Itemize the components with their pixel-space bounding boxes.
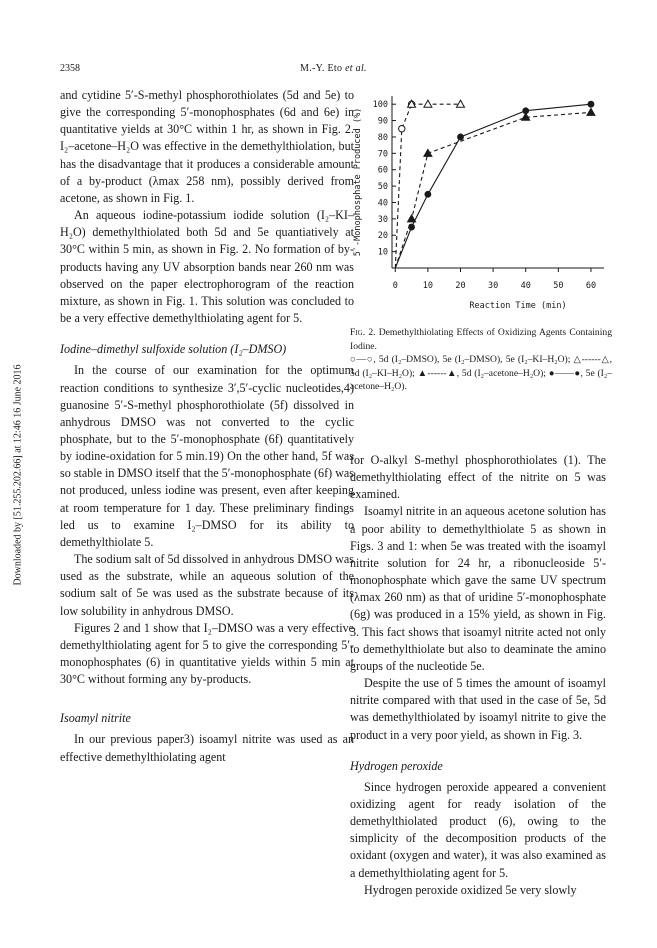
y-tick-label: 20	[377, 231, 388, 242]
data-point-filled-circle	[424, 191, 431, 198]
series-line-2	[395, 112, 591, 268]
running-head-author: M.-Y. Eto	[300, 63, 343, 74]
data-point-filled-circle	[408, 224, 415, 231]
data-point-filled-circle	[588, 101, 595, 108]
figure-title: Demethylthiolating Effects of Oxidizing Agents Containing Iodine.	[350, 327, 612, 352]
paragraph: Despite the use of 5 times the amount of isoamyl nitrite compared with that used in the case of 5e, 5d was demethylthiolated by isoamyl nitrite to give the product in a very poor yield, as shown in Fig. 3.	[350, 676, 606, 742]
x-axis-label: Reaction Time (min)	[469, 301, 567, 311]
paragraph: In our previous paper3) isoamyl nitrite was used as an effective demethylthiolating agent	[60, 732, 354, 764]
x-tick-label: 0	[392, 281, 398, 291]
section-heading: Iodine–dimethyl sulfoxide solution (I₂–DMSO)	[60, 342, 287, 357]
right-column	[350, 452, 606, 899]
x-tick-label: 50	[553, 281, 564, 291]
paragraph: In the course of our examination for the optimum reaction conditions to synthesize 3′,5′-cyclic nucleotides,4) guanosine 5′-S-methyl phosphorothiolate (5f) dissolved in anhydrous DMSO was not converted to the cyclic phosphate, but to the 5′-monophosphate (6f) quantitatively by iodine-oxidation for 5 min.19) On the other hand, 5f was so stable in DMSO itself that the 5′-monophosphate (6f) was not produced, unless iodine was present, even after keeping at room temperature for 1 day. These preliminary findings led us to examine I₂–DMSO for its ability to demethylthiolate 5.	[60, 363, 354, 549]
section-heading: Hydrogen peroxide	[350, 758, 443, 773]
paragraph: Since hydrogen peroxide appeared a convenient oxidizing agent for ready isolation of the demethylthiolated product (6), owing to the simplicity of the decomposition products of the oxidant (oxygen and water), it was also examined as a demethylthiolating agent for 5.	[350, 779, 606, 880]
figure-caption	[350, 326, 612, 394]
data-point-open-triangle	[424, 100, 432, 107]
paragraph: An aqueous iodine-potassium iodide solution (I₂–KI–H₂O) demethylthiolated both 5d and 5e quantiatively at 30°C within 5 min, as shown in Fig. 2. No formation of by-products having any UV absorption bands near 260 nm was observed on the paper electrophorogram of the reaction mixture, as shown in Fig. 1. This solution was concluded to be a very effective demethylthiolating agent for 5.	[60, 208, 354, 326]
x-tick-label: 60	[585, 281, 597, 291]
data-point-open-circle	[399, 126, 405, 132]
paragraph: Hydrogen peroxide oxidized 5e very slowly	[364, 882, 577, 897]
y-axis-label: 5′-Monophosphate Produced (%)	[353, 107, 363, 257]
paragraph: Figures 2 and 1 show that I₂–DMSO was a very effective demethylthiolating agent for 5 to give the corresponding 5′-monophosphates (6) in quantitative yields within 5 min at 30°C without forming any by-products.	[60, 620, 354, 687]
paragraph: The sodium salt of 5d dissolved in anhydrous DMSO was used as the substrate, while an aqueous solution of the sodium salt of 5e was used as the substrate because of its low solubility in anhydrous DMSO.	[60, 552, 354, 618]
y-tick-label: 60	[377, 165, 388, 176]
y-tick-label: 100	[372, 100, 388, 111]
y-tick-label: 70	[377, 149, 388, 160]
chart	[350, 88, 616, 318]
y-tick-label: 90	[377, 116, 388, 127]
paragraph: Isoamyl nitrite in an aqueous acetone solution has a poor ability to demethylthiolate 5 as shown in Figs. 3 and 1: when 5e was treated with the isoamyl nitrite solution for 24 hr, a ribonucleoside 5′-monophosphate which gave the same UV spectrum (λmax 260 nm) as that of uridine 5′-monophosphate (6g) was produced in a 15% yield, as shown in Fig. 3. This fact shows that isoamyl nitrite acted not only to demethylthiolate but also to deaminate the amino groups of the nucleotide 5e.	[350, 504, 606, 673]
figure-label: Fig. 2.	[350, 327, 376, 338]
y-tick-label: 10	[377, 247, 388, 258]
x-tick-label: 20	[455, 281, 466, 291]
paragraph: and cytidine 5′-S-methyl phosphorothiolates (5d and 5e) to give the corresponding 5′-monophosphates (6d and 6e) in quantitative yields at 30°C within 1 hr, as shown in Fig. 2. I₂–acetone–H₂O was effective in the demethylthiolation, but has the disadvantage that it produces a considerable amount of a by-product (λmax 258 nm), possibly derived from acetone, as shown in Fig. 1.	[60, 88, 354, 205]
section-heading: Isoamyl nitrite	[60, 711, 131, 726]
figure-2	[350, 88, 616, 318]
data-point-filled-circle	[522, 107, 529, 114]
left-column	[60, 87, 354, 766]
y-tick-label: 50	[377, 182, 388, 193]
data-point-open-triangle	[456, 100, 464, 107]
download-watermark: Downloaded by [51.255.202.66] at 12:46 16 June 2016	[12, 364, 24, 586]
running-head-suffix: et al.	[345, 63, 367, 74]
paragraph: for O-alkyl S-methyl phosphorothiolates (1). The demethylthiolating effect of the nitrite on 5 was examined.	[350, 453, 606, 502]
x-tick-label: 40	[520, 281, 531, 291]
x-tick-label: 10	[422, 281, 434, 291]
running-head	[300, 63, 367, 74]
page-number: 2358	[60, 63, 80, 74]
data-point-filled-triangle	[587, 108, 595, 115]
figure-legend: ○—○, 5d (I₂–DMSO), 5e (I₂–DMSO), 5e (I₂–KI–H₂O); △------△, 5d (I₂–KI–H₂O); ▲------▲, 5d (I₂–acetone–H₂O); ●——●, 5e (I₂–acetone–H₂O).	[350, 354, 612, 393]
x-tick-label: 30	[487, 281, 499, 291]
y-tick-label: 40	[377, 198, 388, 209]
data-point-filled-circle	[457, 134, 464, 141]
y-tick-label: 80	[377, 132, 388, 143]
y-tick-label: 30	[377, 214, 388, 225]
